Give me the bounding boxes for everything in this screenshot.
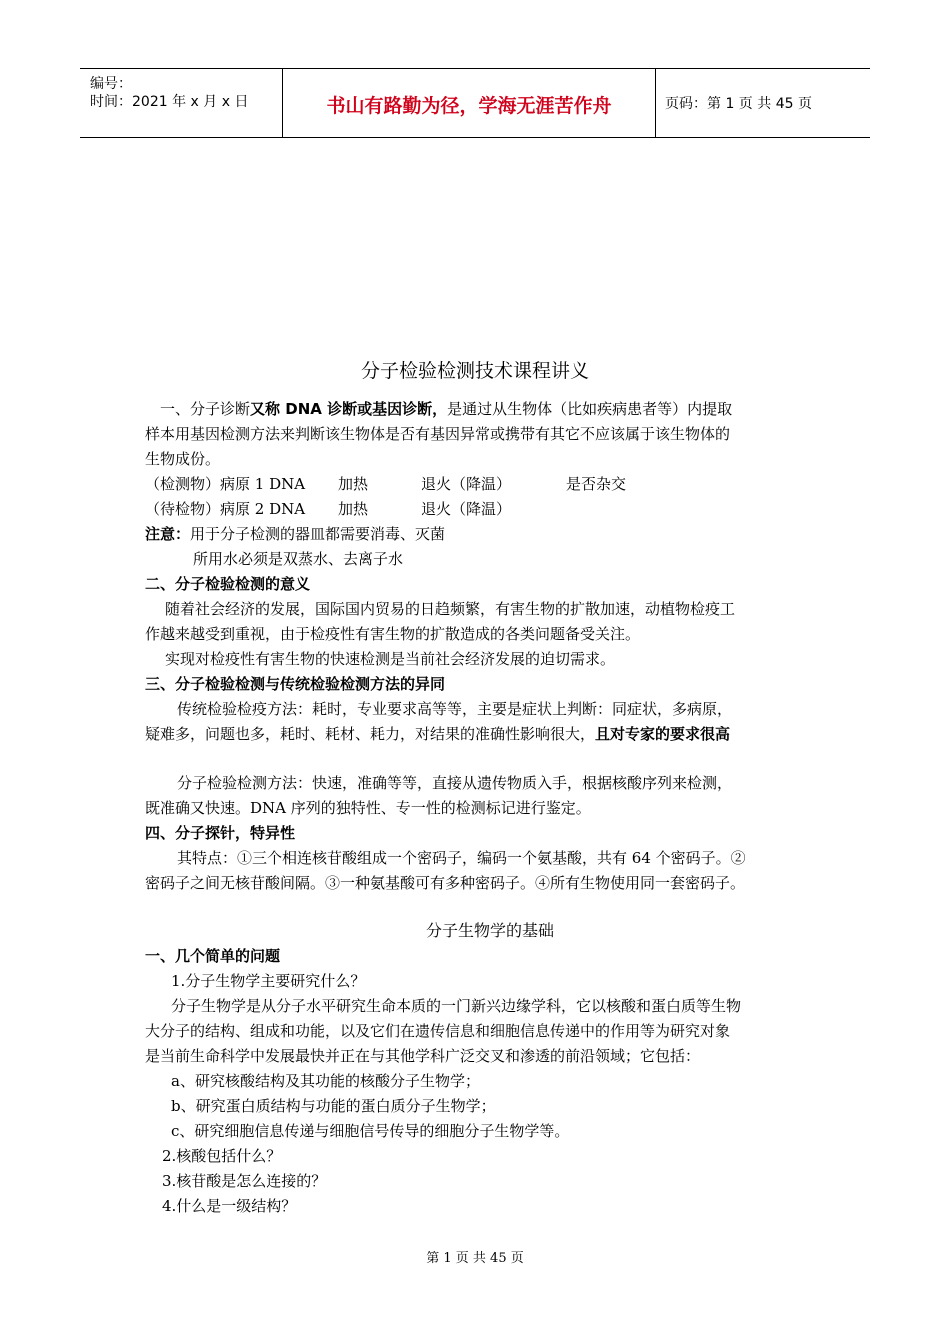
row1-sample: （检测物）病原 1 DNA: [145, 475, 306, 493]
p3-line2-text: 疑难多，问题也多，耗时、耗材、耗力，对结果的准确性影响很大，: [145, 725, 596, 743]
p4-line2: 密码子之间无核苷酸间隔。③一种氨基酸可有多种密码子。④所有生物使用同一套密码子。: [145, 874, 746, 892]
list-item-c: c、研究细胞信息传递与细胞信号传导的细胞分子生物学等。: [171, 1122, 570, 1140]
row1-heat: 加热: [338, 475, 369, 493]
page-info: 页码：第 1 页 共 45 页: [665, 96, 812, 112]
p3-line3: 分子检验检测方法：快速，准确等等，直接从遗传物质入手，根据核酸序列来检测，: [177, 774, 733, 792]
p3-line1: 传统检验检疫方法：耗时，专业要求高等等，主要是症状上判断：同症状，多病原，: [177, 700, 733, 718]
row2-heat: 加热: [338, 500, 369, 518]
question-1: 1.分子生物学主要研究什么？: [171, 972, 366, 990]
heading-3: 三、分子检验检测与传统检验检测方法的异同: [145, 675, 446, 693]
motto: 书山有路勤为径，学海无涯苦作舟: [326, 95, 612, 117]
header-meta: [80, 69, 282, 137]
header-motto-cell: [282, 69, 656, 137]
page-footer: 第 1 页 共 45 页: [426, 1251, 524, 1266]
p5-line3: 是当前生命科学中发展最快并正在与其他学科广泛交叉和渗透的前沿领域；它包括：: [145, 1047, 701, 1065]
p4-line1: 其特点：①三个相连核苷酸组成一个密码子，编码一个氨基酸，共有 64 个密码子。②: [177, 849, 746, 867]
question-4: 4.什么是一级结构？: [162, 1197, 297, 1215]
row1-anneal: 退火（降温）: [421, 475, 512, 493]
subtitle: 分子生物学的基础: [425, 921, 554, 940]
note-text-1: 用于分子检测的器皿都需要消毒、灭菌: [190, 525, 446, 543]
section1-line2: 样本用基因检测方法来判断该生物体是否有基因异常或携带有其它不应该属于该生物体的: [145, 425, 731, 443]
heading-2: 二、分子检验检测的意义: [145, 575, 311, 593]
question-2: 2.核酸包括什么？: [162, 1147, 282, 1165]
page-header: [80, 68, 870, 138]
row2-anneal: 退火（降温）: [421, 500, 512, 518]
p5-line2: 大分子的结构、组成和功能，以及它们在遗传信息和细胞信息传递中的作用等为研究对象: [145, 1022, 731, 1040]
serial-label: 编号：: [90, 76, 132, 92]
section1-line3: 生物成份。: [145, 450, 221, 468]
p3-line2-bold: 且对专家的要求很高: [595, 725, 731, 743]
row1-hybrid: 是否杂交: [566, 475, 627, 493]
section1-line1: [160, 399, 732, 419]
p2-line2: 作越来越受到重视，由于检疫性有害生物的扩散造成的各类问题备受关注。: [145, 625, 641, 643]
s1-text-c: 是通过从生物体（比如疾病患者等）内提取: [447, 400, 733, 418]
note-line1: [145, 524, 445, 544]
heading-4: 四、分子探针，特异性: [145, 824, 296, 842]
list-item-a: a、研究核酸结构及其功能的核酸分子生物学；: [171, 1072, 480, 1090]
p2-line3: 实现对检疫性有害生物的快速检测是当前社会经济发展的迫切需求。: [165, 650, 616, 668]
s1-text-bold: 又称 DNA 诊断或基因诊断，: [250, 400, 448, 418]
p2-line1: 随着社会经济的发展，国际国内贸易的日趋频繁，有害生物的扩散加速，动植物检疫工: [165, 600, 736, 618]
header-page-cell: [655, 69, 870, 137]
question-3: 3.核苷酸是怎么连接的？: [162, 1172, 327, 1190]
date-label: 时间：2021 年 x 月 x 日: [90, 94, 249, 110]
list-item-b: b、研究蛋白质结构与功能的蛋白质分子生物学；: [171, 1097, 496, 1115]
note-line2: 所用水必须是双蒸水、去离子水: [193, 550, 404, 568]
row2-sample: （待检物）病原 2 DNA: [145, 500, 306, 518]
p3-line2: [145, 724, 730, 744]
p3-line4: 既准确又快速。DNA 序列的独特性、专一性的检测标记进行鉴定。: [145, 799, 591, 817]
document-title: 分子检验检测技术课程讲义: [360, 360, 589, 382]
p5-line1: 分子生物学是从分子水平研究生命本质的一门新兴边缘学科，它以核酸和蛋白质等生物: [171, 997, 742, 1015]
note-label: 注意：: [145, 525, 191, 543]
s1-text-a: 一、分子诊断: [160, 400, 251, 418]
heading-5: 一、几个简单的问题: [145, 947, 281, 965]
